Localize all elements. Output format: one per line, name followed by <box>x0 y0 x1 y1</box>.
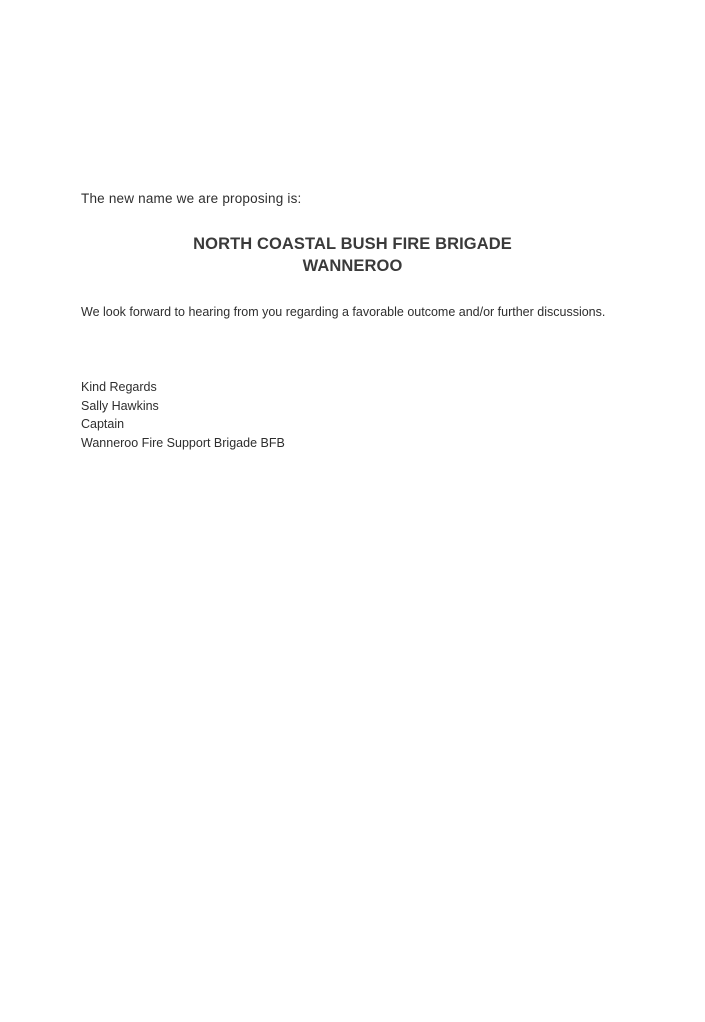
proposed-name-heading <box>0 233 705 277</box>
signature-name: Sally Hawkins <box>81 398 159 413</box>
closing-paragraph: We look forward to hearing from you regarding a favorable outcome and/or further discussions. <box>81 305 606 319</box>
proposed-name-line-2: WANNEROO <box>302 257 403 275</box>
signature-block <box>81 378 285 452</box>
proposed-name-line-1: NORTH COASTAL BUSH FIRE BRIGADE <box>193 235 512 253</box>
intro-text: The new name we are proposing is: <box>81 191 302 206</box>
signature-organization: Wanneroo Fire Support Brigade BFB <box>81 435 285 450</box>
signature-title: Captain <box>81 417 125 431</box>
signature-closing: Kind Regards <box>81 380 157 394</box>
